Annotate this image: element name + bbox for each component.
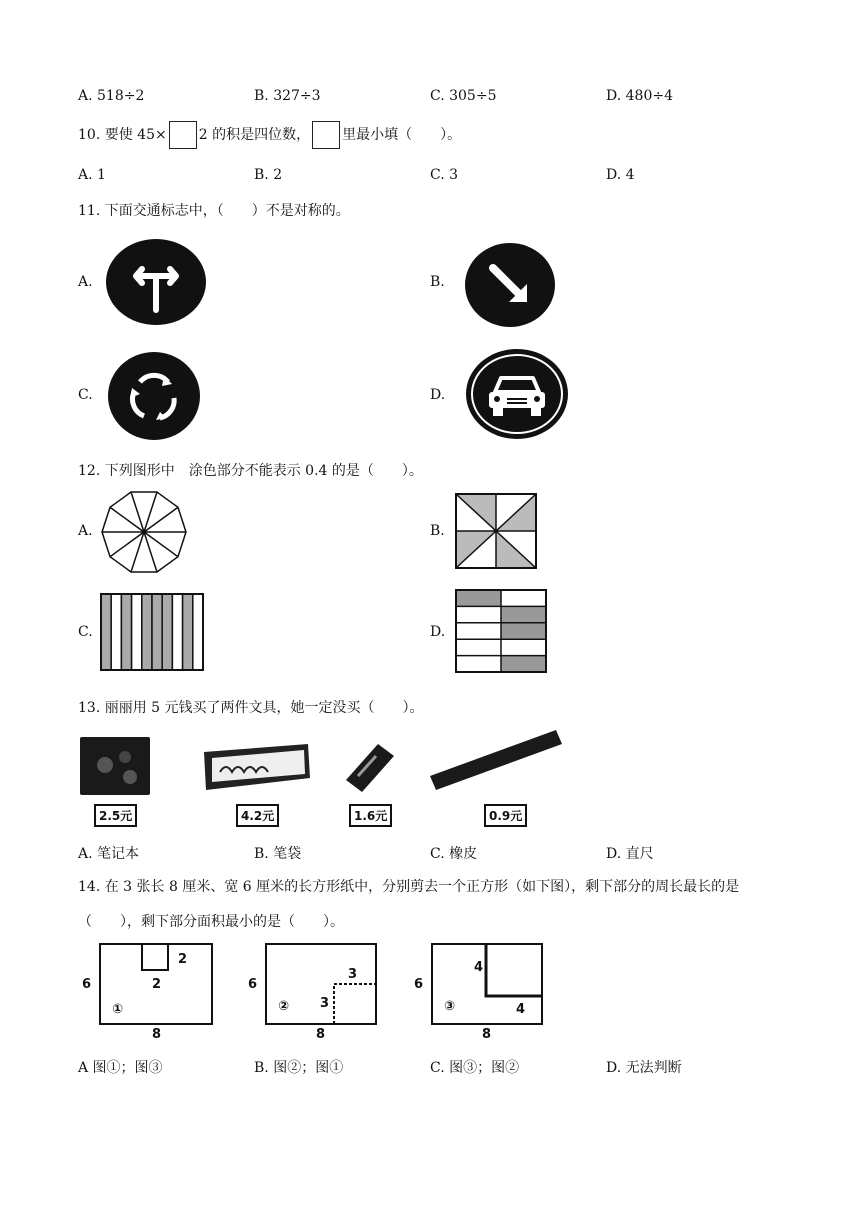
stripe: [101, 594, 111, 670]
figure-2-top-label: 3: [348, 967, 358, 982]
eraser-icon: [342, 740, 398, 796]
figure-2-side-label: 3: [320, 996, 330, 1011]
figure-3: [412, 940, 552, 1036]
square-eight-triangles-figure: [456, 494, 536, 568]
q14-option-c[interactable]: C. 图③；图②: [430, 1060, 520, 1076]
figure-2-height: 6: [248, 977, 258, 992]
q14-stem-line2: （ ），剩下部分面积最小的是（ ）。: [78, 914, 344, 930]
answer-box: [312, 121, 340, 149]
q10-option-a[interactable]: A. 1: [78, 167, 106, 183]
decagon-divider: [110, 532, 144, 557]
q13-option-b[interactable]: B. 笔袋: [254, 846, 302, 862]
q9-option-c[interactable]: C. 305÷5: [430, 88, 497, 104]
q13-option-d[interactable]: D. 直尺: [606, 846, 654, 862]
figure-3-width: 8: [482, 1027, 492, 1042]
decagon-divider: [144, 492, 157, 532]
q11-label-a[interactable]: A.: [78, 274, 93, 290]
price-tag: 1.6元: [349, 804, 392, 827]
stripe: [142, 594, 152, 670]
decagon-divider: [131, 532, 144, 572]
figure-1-height: 6: [82, 977, 92, 992]
q12-stem: 12. 下列图形中 涂色部分不能表示 0.4 的是（ ）。: [78, 463, 423, 479]
notebook-icon: [80, 735, 152, 797]
q9-option-a[interactable]: A. 518÷2: [78, 88, 145, 104]
price-tag: 2.5元: [94, 804, 137, 827]
q10-option-c[interactable]: C. 3: [430, 167, 459, 183]
pencil-case-icon: [200, 742, 312, 794]
q12-label-d[interactable]: D.: [430, 624, 446, 640]
figure-1-width: 8: [152, 1027, 162, 1042]
ruler-icon: [428, 728, 564, 796]
decagon-divider: [110, 507, 144, 532]
car-icon: [465, 348, 569, 440]
turn-left-or-right-icon: [106, 238, 206, 328]
striped-rectangle-figure: [101, 594, 203, 670]
decagon-divider: [144, 532, 178, 557]
q14-option-b[interactable]: B. 图②；图①: [254, 1060, 344, 1076]
q11-stem: 11. 下面交通标志中，（ ）不是对称的。: [78, 203, 350, 219]
q9-option-b[interactable]: B. 327÷3: [254, 88, 321, 104]
decagon-divider: [144, 532, 157, 572]
stripe: [183, 594, 193, 670]
q14-option-a[interactable]: A 图①；图③: [78, 1060, 163, 1076]
q12-label-a[interactable]: A.: [78, 523, 93, 539]
figure-3-id: ③: [444, 999, 456, 1014]
decagon-divider: [131, 492, 144, 532]
q13-option-c[interactable]: C. 橡皮: [430, 846, 478, 862]
q14-stem-line1: 14. 在 3 张长 8 厘米、宽 6 厘米的长方形纸中，分别剪去一个正方形（如下图），剩下部分的周长最长的是: [78, 879, 740, 895]
arrow-down-right-icon: [465, 242, 555, 328]
stripe: [132, 594, 142, 670]
q10-suffix: 里最小填（ ）。: [342, 127, 462, 143]
roundabout-icon: [108, 352, 200, 440]
q9-option-d[interactable]: D. 480÷4: [606, 88, 673, 104]
figure-2-width: 8: [316, 1027, 326, 1042]
stripe: [172, 594, 182, 670]
q13-option-a[interactable]: A. 笔记本: [78, 846, 140, 862]
decagon-divided-figure: [98, 488, 190, 576]
q11-label-c[interactable]: C.: [78, 387, 93, 403]
stripe: [193, 594, 203, 670]
q10-option-b[interactable]: B. 2: [254, 167, 283, 183]
figure-2-id: ②: [278, 999, 290, 1014]
figure-2: [246, 940, 386, 1036]
q10-option-d[interactable]: D. 4: [606, 167, 635, 183]
q10-prefix: 10. 要使 45×: [78, 127, 167, 143]
answer-box: [169, 121, 197, 149]
stripe: [121, 594, 131, 670]
figure-1-side-label: 2: [178, 952, 188, 967]
figure-3-height: 6: [414, 977, 424, 992]
stripe: [152, 594, 162, 670]
figure-1-id: ①: [112, 1002, 124, 1017]
decagon-divider: [144, 507, 178, 532]
figure-1: [80, 940, 220, 1036]
q10-middle: 2 的积是四位数，: [198, 127, 311, 143]
price-tag: 4.2元: [236, 804, 279, 827]
q11-label-d[interactable]: D.: [430, 387, 446, 403]
figure-1-bottom-label: 2: [152, 977, 162, 992]
grid-rectangle-figure: [456, 590, 546, 672]
q10-stem: [78, 120, 461, 150]
q11-label-b[interactable]: B.: [430, 274, 445, 290]
q12-label-b[interactable]: B.: [430, 523, 445, 539]
price-tag: 0.9元: [484, 804, 527, 827]
figure-3-side-label: 4: [474, 960, 484, 975]
stripe: [111, 594, 121, 670]
q12-label-c[interactable]: C.: [78, 624, 93, 640]
q13-stem: 13. 丽丽用 5 元钱买了两件文具，她一定没买（ ）。: [78, 700, 424, 716]
stripe: [162, 594, 172, 670]
figure-3-bottom-label: 4: [516, 1002, 526, 1017]
q14-option-d[interactable]: D. 无法判断: [606, 1060, 682, 1076]
